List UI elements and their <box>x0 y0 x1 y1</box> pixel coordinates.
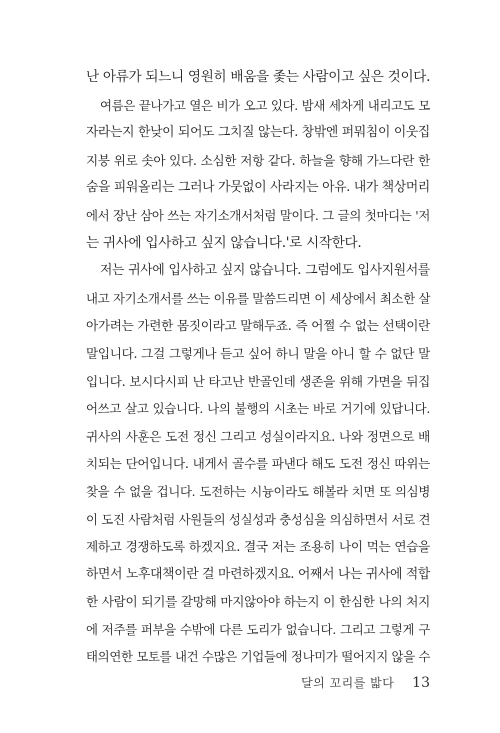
running-title: 달의 꼬리를 밟다 <box>301 676 395 690</box>
page-number: 13 <box>412 675 430 691</box>
text-line: 숨을 피워올리는 그러나 가뭇없이 사라지는 아유. 내가 책상머리 <box>86 180 430 196</box>
text-line: 귀사의 사훈은 도전 정신 그리고 성실이라지요. 나와 정면으로 배 <box>86 428 430 444</box>
text-line: 내고 자기소개서를 쓰는 이유를 말씀드리면 이 세상에서 최소한 살 <box>86 290 431 306</box>
text-line: 어쓰고 살고 있습니다. 나의 불행의 시초는 바로 거기에 있답니다. <box>86 401 430 417</box>
text-line: 치되는 단어입니다. 내게서 골수를 파낸다 해도 도전 정신 따위는 <box>86 456 430 472</box>
page-footer <box>301 673 430 693</box>
text-line: 지붕 위로 솟아 있다. 소심한 저항 같다. 하늘을 향해 가느다란 한 <box>86 152 430 168</box>
text-line: 는 귀사에 입사하고 싶지 않습니다.'로 시작한다. <box>86 234 362 251</box>
text-line: 제하고 경쟁하도록 하겠지요. 결국 저는 조용히 나이 먹는 연습을 <box>86 539 430 555</box>
text-line: 말입니다. 그걸 그렇게나 듣고 싶어 하니 말을 아니 할 수 없단 말 <box>86 345 430 361</box>
text-line: 에서 장난 삼아 쓰는 자기소개서처럼 말이다. 그 글의 첫마디는 '저 <box>86 207 430 223</box>
text-line: 태의연한 모토를 내건 수많은 기업들에 정나미가 떨어지지 않을 수 <box>86 649 431 665</box>
text-line: 난 아류가 되느니 영원히 배움을 좇는 사람이고 싶은 것이다. <box>86 69 431 85</box>
text-line: 입니다. 보시다시피 난 타고난 반골인데 생존을 위해 가면을 뒤집 <box>86 373 430 389</box>
text-line: 이 도진 사람처럼 사원들의 성실성과 충성심을 의심하면서 서로 견 <box>86 511 431 527</box>
text-line: 하면서 노후대책이란 걸 마련하겠지요. 어째서 나는 귀사에 적합 <box>86 566 430 582</box>
text-line: 자라는지 한낮이 되어도 그치질 않는다. 창밖엔 퍼뭐침이 이웃집 <box>86 125 430 141</box>
text-line: 저는 귀사에 입사하고 싶지 않습니다. 그럼에도 입사지원서를 <box>100 263 430 279</box>
text-line: 여름은 끝나가고 열은 비가 오고 있다. 밤새 세차게 내리고도 모 <box>100 97 430 113</box>
text-line: 한 사람이 되기를 갈망해 마지않아야 하는지 이 한심한 나의 처지 <box>86 594 430 610</box>
body-text <box>86 64 430 671</box>
text-line: 에 저주를 퍼부을 수밖에 다른 도리가 없습니다. 그리고 그렇게 구 <box>86 621 430 637</box>
text-line: 찾을 수 없을 겁니다. 도전하는 시늉이라도 해볼라 치면 또 의심병 <box>86 483 430 499</box>
text-line: 아가려는 가련한 몸짓이라고 말해두죠. 즉 어쩔 수 없는 선택이란 <box>86 318 430 334</box>
